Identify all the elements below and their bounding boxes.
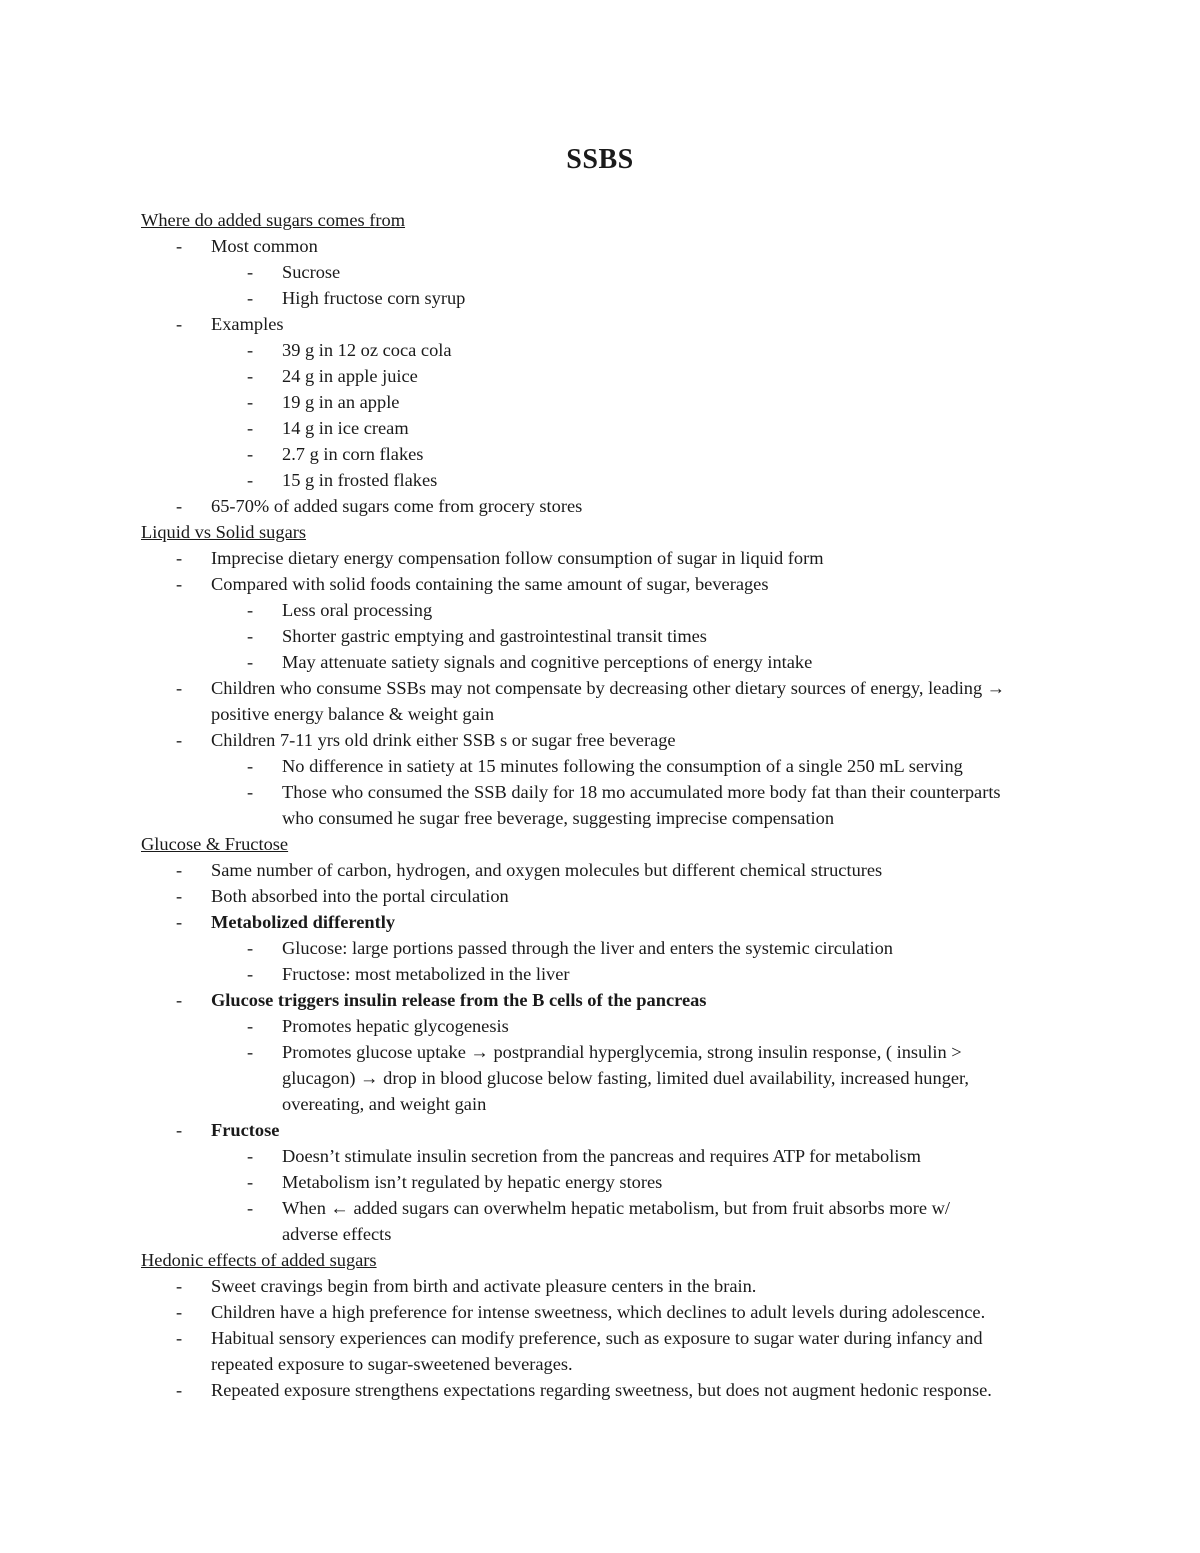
bullet-dash: - xyxy=(247,1146,254,1166)
bullet-item xyxy=(141,1377,1081,1403)
bullet-text xyxy=(282,1143,1081,1169)
text-line: positive energy balance & weight gain xyxy=(211,704,495,724)
bullet-item xyxy=(141,1117,1081,1143)
bullet-dash: - xyxy=(176,1328,183,1348)
text-line: who consumed he sugar free beverage, suggesting imprecise compensation xyxy=(282,808,835,828)
bullet-item xyxy=(141,909,1081,935)
bullet-text xyxy=(211,1117,1081,1143)
text-line: Metabolism isn’t regulated by hepatic energy stores xyxy=(282,1172,663,1192)
text-line: When ← added sugars can overwhelm hepatic metabolism, but from fruit absorbs more w/ xyxy=(282,1198,951,1218)
bullet-item xyxy=(141,883,1081,909)
section-heading: Where do added sugars comes from xyxy=(141,210,406,230)
bullet-dash: - xyxy=(176,678,183,698)
bullet-item xyxy=(141,857,1081,883)
bullet-text xyxy=(211,883,1081,909)
text-line: adverse effects xyxy=(282,1224,392,1244)
section xyxy=(141,207,1081,519)
sub-bullet-item xyxy=(141,259,1081,285)
text-line: 39 g in 12 oz coca cola xyxy=(282,340,452,360)
text-line: repeated exposure to sugar-sweetened beverages. xyxy=(211,1354,573,1374)
bullet-text xyxy=(282,1169,1081,1195)
bullet-dash: - xyxy=(247,366,254,386)
bullet-text xyxy=(211,311,1081,337)
bullet-dash: - xyxy=(247,652,254,672)
sub-bullet-item xyxy=(141,935,1081,961)
bullet-item xyxy=(141,1325,1081,1377)
bullet-item xyxy=(141,1299,1081,1325)
text-line: 24 g in apple juice xyxy=(282,366,418,386)
text-line: Repeated exposure strengthens expectations regarding sweetness, but does not augment hedonic response. xyxy=(211,1380,992,1400)
bullet-dash: - xyxy=(176,236,183,256)
bullet-text xyxy=(211,1377,1081,1403)
bullet-text xyxy=(211,857,1081,883)
sub-bullet-item xyxy=(141,337,1081,363)
bullet-dash: - xyxy=(247,626,254,646)
text-line: Same number of carbon, hydrogen, and oxygen molecules but different chemical structures xyxy=(211,860,883,880)
bullet-text xyxy=(211,727,1081,753)
bullet-dash: - xyxy=(247,288,254,308)
text-line: 2.7 g in corn flakes xyxy=(282,444,424,464)
text-line: No difference in satiety at 15 minutes following the consumption of a single 250 mL serving xyxy=(282,756,963,776)
text-line: Doesn’t stimulate insulin secretion from the pancreas and requires ATP for metabolism xyxy=(282,1146,921,1166)
text-line: Imprecise dietary energy compensation follow consumption of sugar in liquid form xyxy=(211,548,824,568)
bullet-text xyxy=(211,545,1081,571)
section xyxy=(141,519,1081,831)
bullet-dash: - xyxy=(176,990,183,1010)
text-line: 15 g in frosted flakes xyxy=(282,470,438,490)
sub-bullet-item xyxy=(141,1195,1081,1247)
bullet-dash: - xyxy=(247,1198,254,1218)
bullet-dash: - xyxy=(247,756,254,776)
bullet-dash: - xyxy=(176,314,183,334)
bullet-dash: - xyxy=(247,340,254,360)
bullet-text xyxy=(211,233,1081,259)
bullet-text xyxy=(211,571,1081,597)
sub-bullet-item xyxy=(141,363,1081,389)
bullet-text xyxy=(282,415,1081,441)
sub-bullet-item xyxy=(141,389,1081,415)
bullet-text xyxy=(282,597,1081,623)
sub-bullet-item xyxy=(141,415,1081,441)
text-line: Promotes glucose uptake → postprandial hyperglycemia, strong insulin response, ( insulin > xyxy=(282,1042,962,1062)
text-line: 19 g in an apple xyxy=(282,392,400,412)
text-line: 65-70% of added sugars come from grocery stores xyxy=(211,496,583,516)
bullet-item xyxy=(141,545,1081,571)
text-line: Children who consume SSBs may not compensate by decreasing other dietary sources of energy, leading → xyxy=(211,678,1006,698)
text-line: Sweet cravings begin from birth and activate pleasure centers in the brain. xyxy=(211,1276,757,1296)
bullet-text xyxy=(282,935,1081,961)
bullet-item xyxy=(141,1273,1081,1299)
sub-bullet-item xyxy=(141,1143,1081,1169)
text-line: Promotes hepatic glycogenesis xyxy=(282,1016,509,1036)
bullet-text xyxy=(282,259,1081,285)
text-line: glucagon) → drop in blood glucose below fasting, limited duel availability, increased hunger, xyxy=(282,1068,970,1088)
bullet-text xyxy=(211,675,1081,727)
bullet-dash: - xyxy=(247,938,254,958)
bullet-text xyxy=(282,363,1081,389)
bullet-text xyxy=(282,623,1081,649)
bullet-dash: - xyxy=(247,444,254,464)
text-line: May attenuate satiety signals and cognitive perceptions of energy intake xyxy=(282,652,813,672)
bullet-text xyxy=(282,337,1081,363)
bullet-dash: - xyxy=(247,1172,254,1192)
sub-bullet-item xyxy=(141,649,1081,675)
bullet-item xyxy=(141,311,1081,337)
bullet-dash: - xyxy=(176,1302,183,1322)
page-title: SSBS xyxy=(566,144,634,175)
bullet-dash: - xyxy=(247,964,254,984)
text-line: Habitual sensory experiences can modify preference, such as exposure to sugar water during infancy and xyxy=(211,1328,983,1348)
bullet-dash: - xyxy=(247,262,254,282)
text-line: Children 7-11 yrs old drink either SSB s or sugar free beverage xyxy=(211,730,676,750)
bullet-text xyxy=(211,909,1081,935)
bullet-text xyxy=(211,493,1081,519)
text-line: Fructose: most metabolized in the liver xyxy=(282,964,570,984)
bullet-text xyxy=(282,961,1081,987)
text-line: 14 g in ice cream xyxy=(282,418,409,438)
sub-bullet-item xyxy=(141,597,1081,623)
bullet-dash: - xyxy=(176,574,183,594)
bullet-text xyxy=(282,389,1081,415)
bullet-dash: - xyxy=(176,1380,183,1400)
text-line: Less oral processing xyxy=(282,600,433,620)
text-line: Those who consumed the SSB daily for 18 mo accumulated more body fat than their counterparts xyxy=(282,782,1001,802)
bullet-dash: - xyxy=(247,600,254,620)
document-body xyxy=(141,207,1081,1403)
text-line: Sucrose xyxy=(282,262,341,282)
text-line: Most common xyxy=(211,236,318,256)
text-line: Metabolized differently xyxy=(211,912,396,932)
bullet-text xyxy=(211,987,1081,1013)
bullet-dash: - xyxy=(176,496,183,516)
sub-bullet-item xyxy=(141,961,1081,987)
text-line: Children have a high preference for intense sweetness, which declines to adult levels during adolescence. xyxy=(211,1302,986,1322)
bullet-text xyxy=(282,649,1081,675)
text-line: Fructose xyxy=(211,1120,280,1140)
bullet-dash: - xyxy=(176,860,183,880)
bullet-dash: - xyxy=(176,912,183,932)
bullet-text xyxy=(211,1299,1081,1325)
bullet-item xyxy=(141,675,1081,727)
bullet-dash: - xyxy=(247,782,254,802)
text-line: overeating, and weight gain xyxy=(282,1094,487,1114)
section-heading: Hedonic effects of added sugars xyxy=(141,1250,377,1270)
bullet-text xyxy=(282,1195,1081,1247)
sub-bullet-item xyxy=(141,441,1081,467)
bullet-text xyxy=(211,1273,1081,1299)
bullet-dash: - xyxy=(176,730,183,750)
bullet-item xyxy=(141,987,1081,1013)
section xyxy=(141,831,1081,1247)
section xyxy=(141,1247,1081,1403)
text-line: Shorter gastric emptying and gastrointestinal transit times xyxy=(282,626,707,646)
section-heading: Liquid vs Solid sugars xyxy=(141,522,307,542)
bullet-item xyxy=(141,571,1081,597)
bullet-dash: - xyxy=(176,548,183,568)
text-line: Both absorbed into the portal circulation xyxy=(211,886,509,906)
sub-bullet-item xyxy=(141,753,1081,779)
bullet-text xyxy=(282,285,1081,311)
bullet-text xyxy=(282,441,1081,467)
sub-bullet-item xyxy=(141,285,1081,311)
section-heading: Glucose & Fructose xyxy=(141,834,289,854)
text-line: Glucose: large portions passed through the liver and enters the systemic circulation xyxy=(282,938,893,958)
bullet-dash: - xyxy=(176,886,183,906)
text-line: Examples xyxy=(211,314,284,334)
sub-bullet-item xyxy=(141,779,1081,831)
sub-bullet-item xyxy=(141,1039,1081,1117)
sub-bullet-item xyxy=(141,1169,1081,1195)
text-line: Glucose triggers insulin release from the B cells of the pancreas xyxy=(211,990,707,1010)
bullet-text xyxy=(282,467,1081,493)
bullet-text xyxy=(282,1039,1081,1117)
bullet-dash: - xyxy=(247,1042,254,1062)
bullet-item xyxy=(141,727,1081,753)
bullet-text xyxy=(282,1013,1081,1039)
bullet-dash: - xyxy=(176,1276,183,1296)
text-line: Compared with solid foods containing the same amount of sugar, beverages xyxy=(211,574,769,594)
bullet-dash: - xyxy=(247,418,254,438)
bullet-dash: - xyxy=(247,392,254,412)
bullet-text xyxy=(211,1325,1081,1377)
sub-bullet-item xyxy=(141,623,1081,649)
text-line: High fructose corn syrup xyxy=(282,288,466,308)
bullet-item xyxy=(141,233,1081,259)
sub-bullet-item xyxy=(141,467,1081,493)
bullet-dash: - xyxy=(247,1016,254,1036)
bullet-dash: - xyxy=(247,470,254,490)
bullet-item xyxy=(141,493,1081,519)
sub-bullet-item xyxy=(141,1013,1081,1039)
bullet-text xyxy=(282,779,1081,831)
bullet-dash: - xyxy=(176,1120,183,1140)
bullet-text xyxy=(282,753,1081,779)
